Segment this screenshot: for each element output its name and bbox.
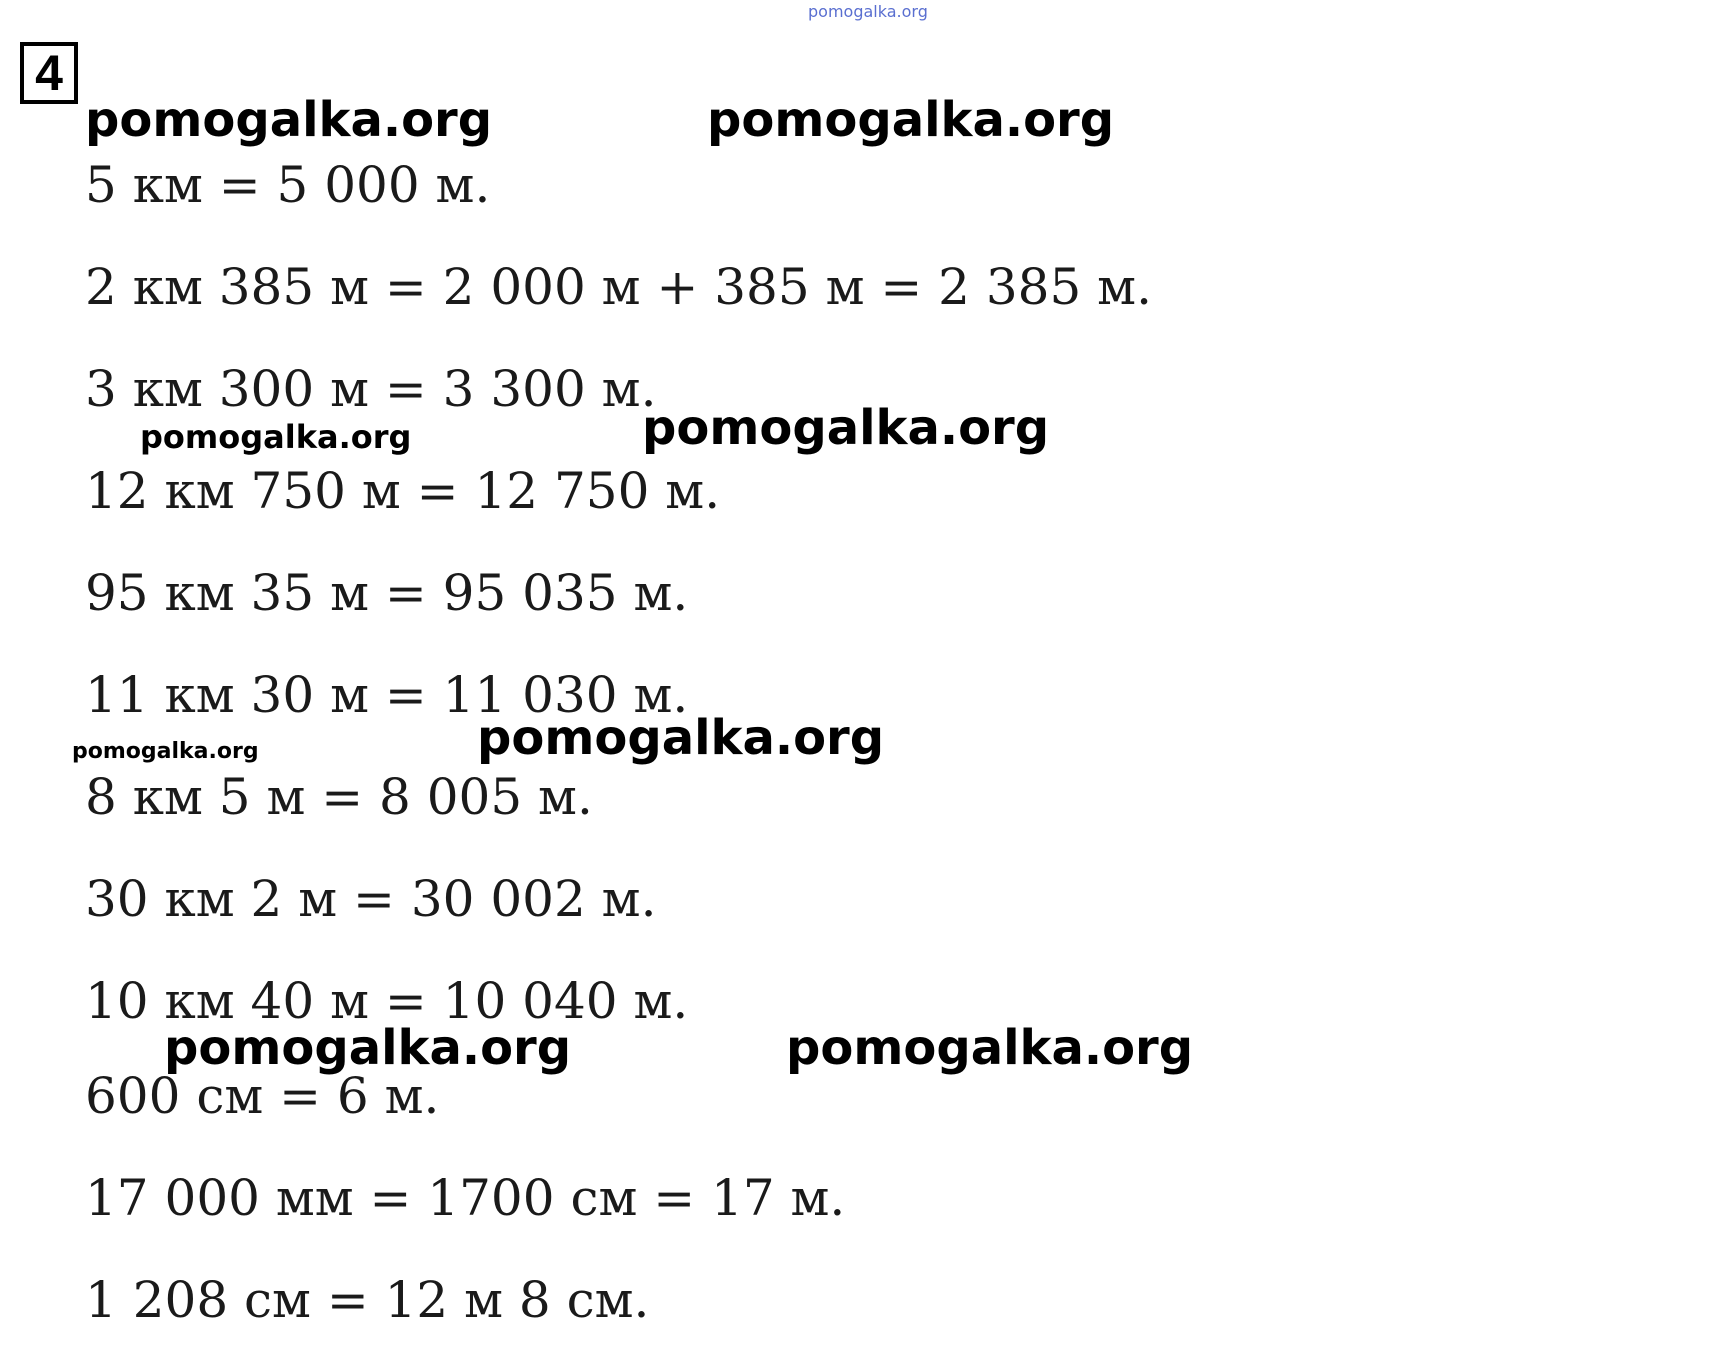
equation-line: 2 км 385 м = 2 000 м + 385 м = 2 385 м. [85,258,1152,316]
watermark: pomogalka.org [477,710,885,766]
equation-line: 12 км 750 м = 12 750 м. [85,462,721,520]
watermark: pomogalka.org [85,92,493,148]
equation-line: 1 208 см = 12 м 8 см. [85,1271,650,1329]
equation-line: 10 км 40 м = 10 040 м. [85,972,689,1030]
equation-line: 3 км 300 м = 3 300 м. [85,360,657,418]
equation-line: 17 000 мм = 1700 см = 17 м. [85,1169,846,1227]
equation-line: 95 км 35 м = 95 035 м. [85,564,689,622]
watermark: pomogalka.org [707,92,1115,148]
watermark: pomogalka.org [786,1020,1194,1076]
task-number-box: 4 [20,42,78,104]
watermark: pomogalka.org [140,418,412,456]
equation-line: 8 км 5 м = 8 005 м. [85,768,593,826]
equation-line: 11 км 30 м = 11 030 м. [85,666,689,724]
watermark: pomogalka.org [642,400,1050,456]
watermark: pomogalka.org [164,1020,572,1076]
watermark: pomogalka.org [72,739,259,764]
equation-line: 30 км 2 м = 30 002 м. [85,870,657,928]
equation-line: 600 см = 6 м. [85,1067,440,1125]
equation-line: 5 км = 5 000 м. [85,156,491,214]
watermark-top: pomogalka.org [808,2,928,21]
